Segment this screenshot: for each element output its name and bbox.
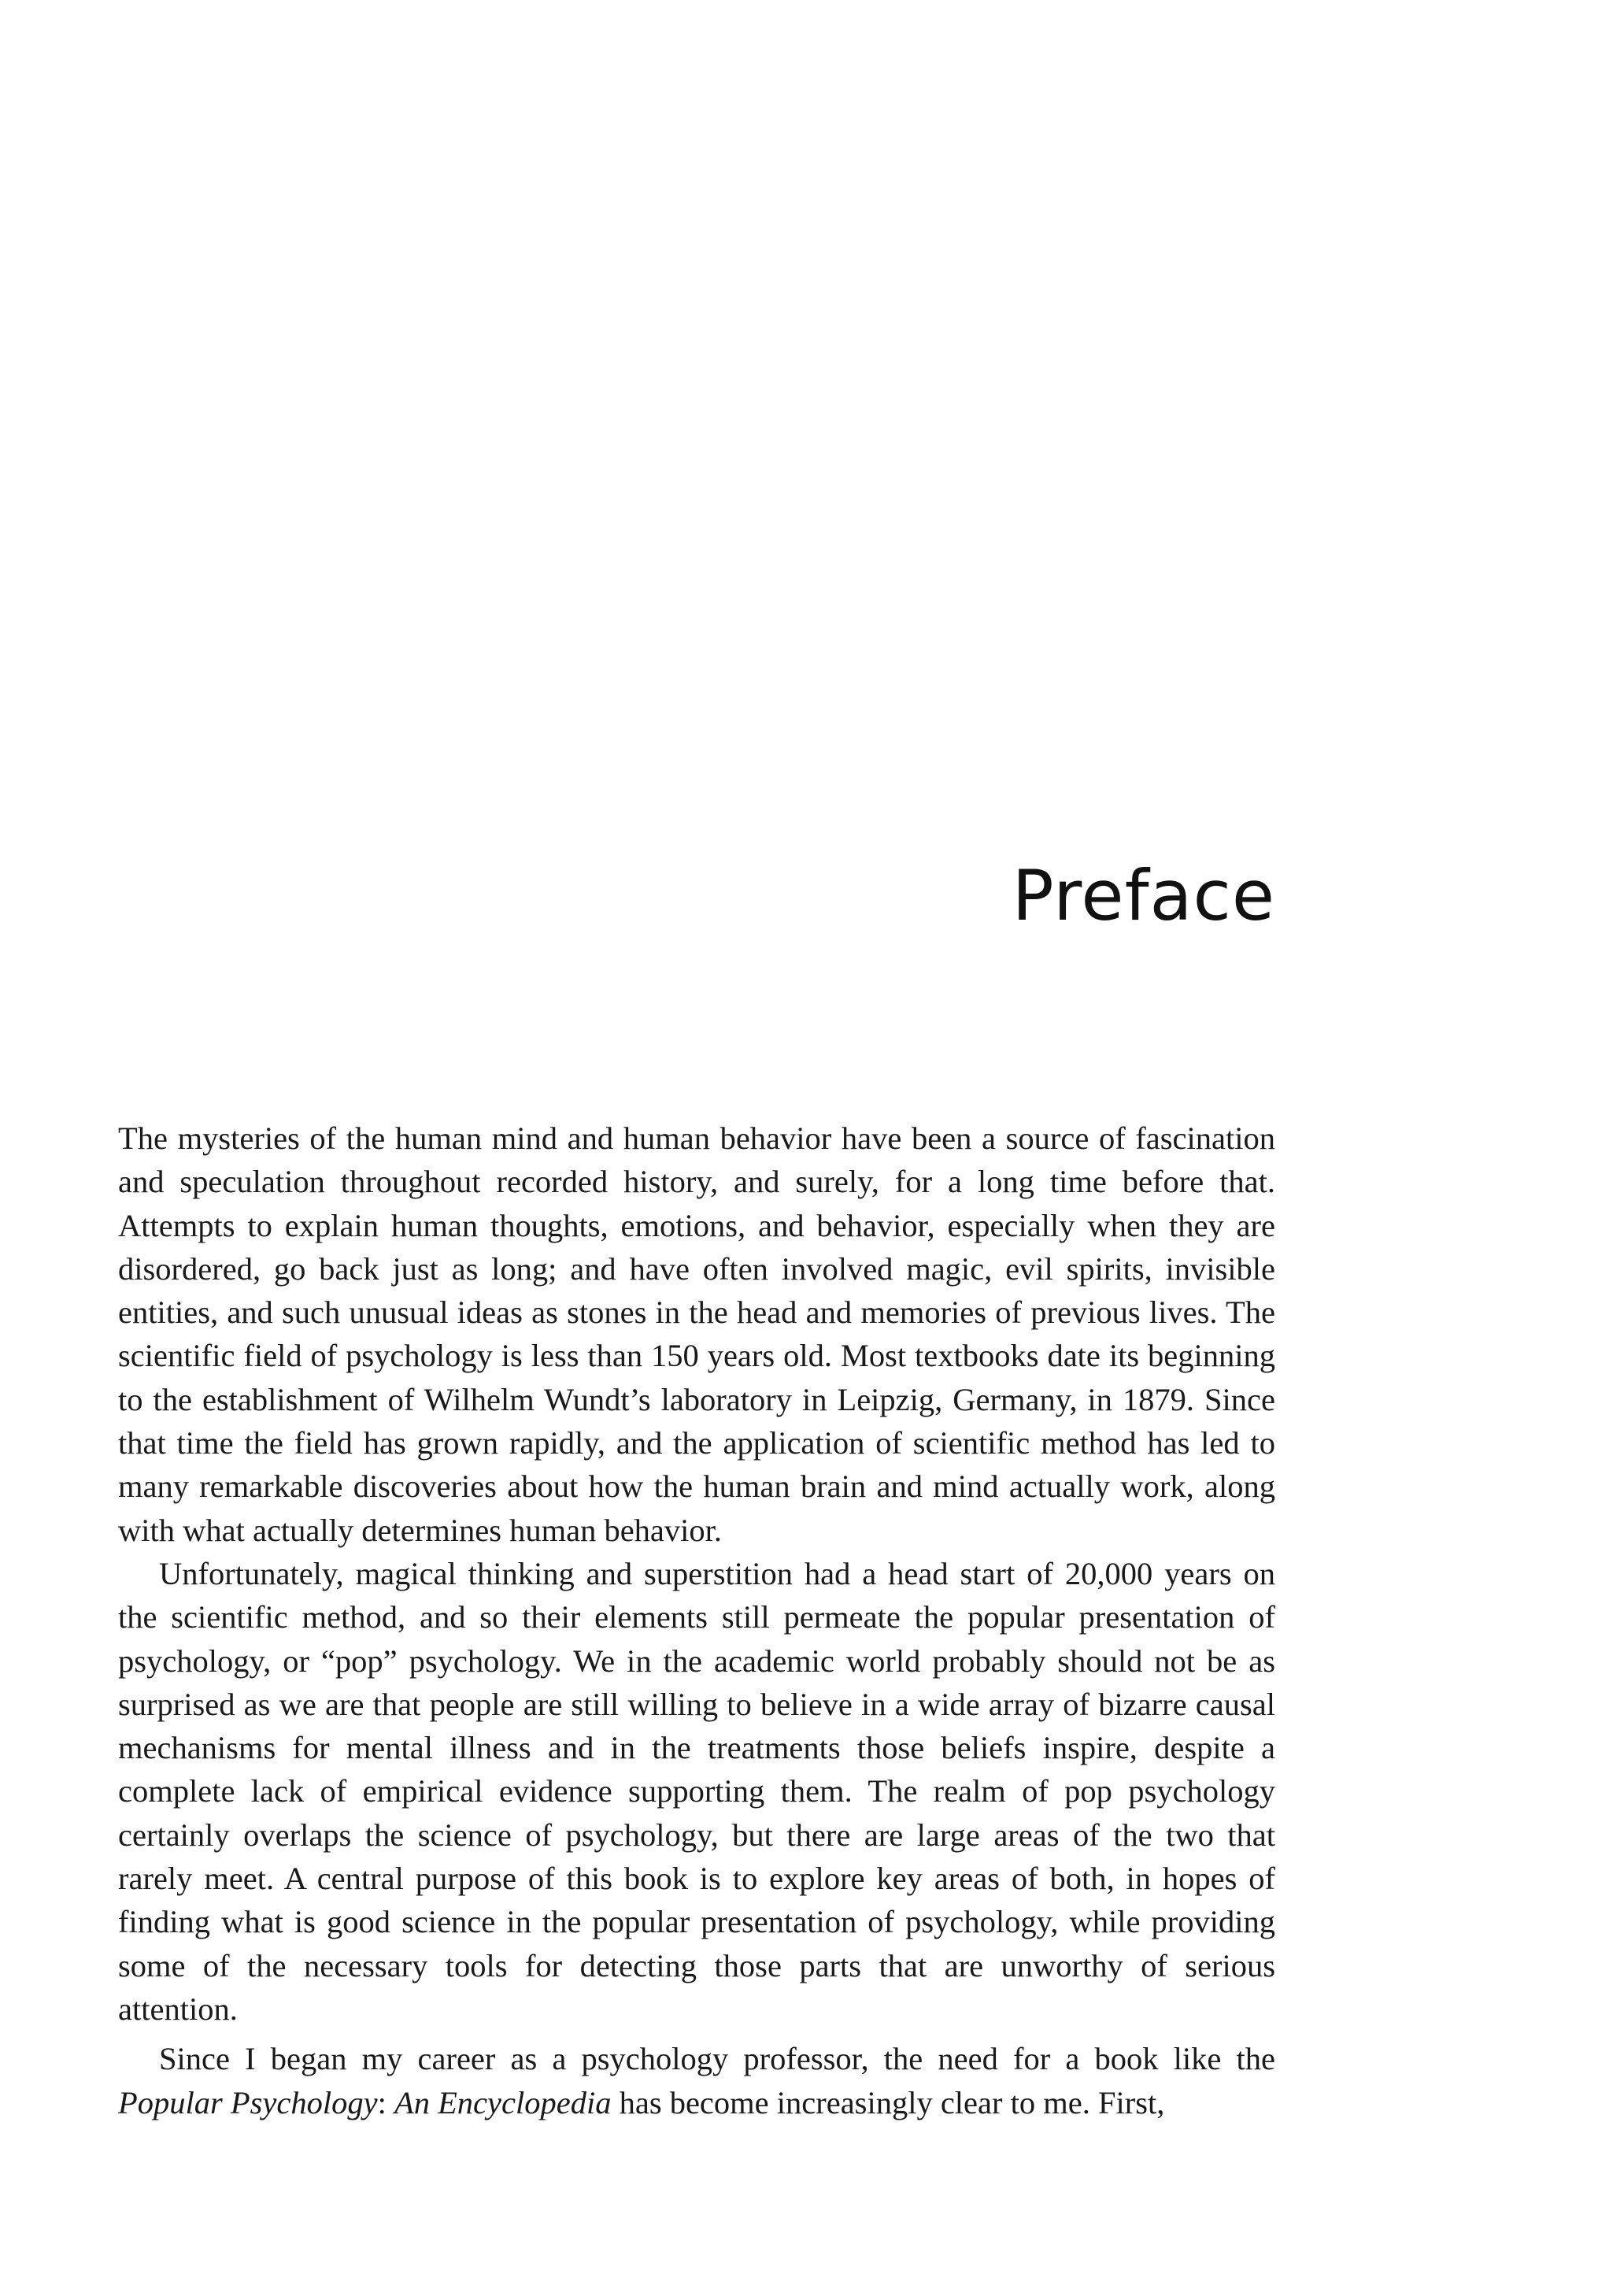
paragraph-3-text-before: Since I began my career as a psychology professor, the need for a book like the — [159, 2041, 1275, 2077]
book-title-italic-part-1: Popular Psychology — [118, 2084, 378, 2120]
book-title-colon: : — [377, 2084, 394, 2120]
paragraph-3-text-after: has become increasingly clear to me. First, — [611, 2084, 1165, 2120]
body-text — [118, 1117, 1275, 2124]
paragraph-3 — [118, 2037, 1275, 2124]
paragraph-2: Unfortunately, magical thinking and superstition had a head start of 20,000 years on the scientific method, and so their elements still permeate the popular presentation of psychology, or “pop” psychology. We in the academic world probably should not be as surprised as we are that people are still willing to believe in a wide array of bizarre causal mechanisms for mental illness and in the treatments those beliefs inspire, despite a complete lack of empirical evidence supporting them. The realm of pop psychology certainly overlaps the science of psychology, but there are large areas of the two that rarely meet. A central purpose of this book is to explore key areas of both, in hopes of finding what is good science in the popular presentation of psychology, while providing some of the necessary tools for detecting those parts that are unworthy of serious attention. — [118, 1555, 1275, 2027]
paragraph-1: The mysteries of the human mind and human behavior have been a source of fascination and speculation throughout recorded history, and surely, for a long time before that. Attempts to explain human thoughts, emotions, and behavior, especially when they are disordered, go back just as long; and have often involved magic, evil spirits, invisible entities, and such unusual ideas as stones in the head and memories of previous lives. The scientific field of psychology is less than 150 years old. Most textbooks date its beginning to the establishment of Wilhelm Wundt’s laboratory in Leipzig, Germany, in 1879. Since that time the field has grown rapidly, and the application of scientific method has led to many remarkable discoveries about how the human brain and mind actually work, along with what actually determines human behavior. — [118, 1120, 1275, 1548]
book-title-italic-part-2: An Encyclopedia — [394, 2084, 612, 2120]
chapter-title: Preface — [1012, 855, 1275, 936]
